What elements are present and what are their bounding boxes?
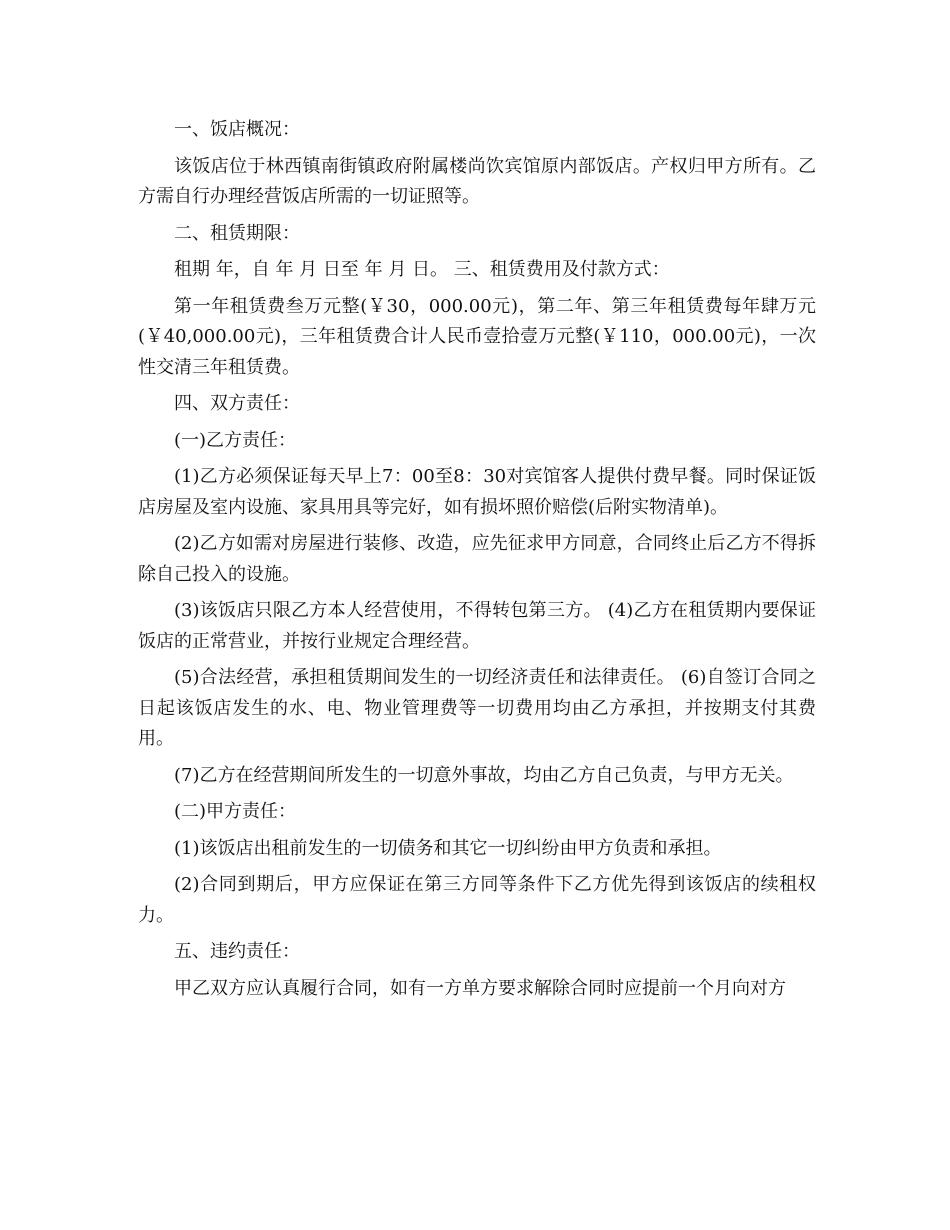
section-heading-responsibilities: 四、双方责任： xyxy=(174,393,300,414)
subheading-party-b: (一)乙方责任： xyxy=(174,429,297,451)
document-page xyxy=(138,115,816,1010)
paragraph-overview: 该饭店位于林西镇南街镇政府附属楼尚饮宾馆原内部饭店。产权归甲方所有。乙方需自行办理经营饭店所需的一切证照等。 xyxy=(138,155,816,207)
paragraph-b-item-3-4: (3)该饭店只限乙方本人经营使用，不得转包第三方。 (4)乙方在租赁期内要保证饭店的正常营业，并按行业规定合理经营。 xyxy=(138,600,816,652)
paragraph-breach: 甲乙双方应认真履行合同，如有一方单方要求解除合同时应提前一个月向对方 xyxy=(174,977,786,999)
paragraph-term: 租期 年，自 年 月 日至 年 月 日。 三、租赁费用及付款方式： xyxy=(174,259,670,280)
section-heading-breach: 五、违约责任： xyxy=(174,941,300,962)
section-heading-overview: 一、饭店概况： xyxy=(174,119,300,140)
subheading-party-a: (二)甲方责任： xyxy=(174,801,297,822)
paragraph-b-item-7: (7)乙方在经营期间所发生的一切意外事故，均由乙方自己负责，与甲方无关。 xyxy=(174,764,794,786)
paragraph-a-item-2: (2)合同到期后，甲方应保证在第三方同等条件下乙方优先得到该饭店的续租权力。 xyxy=(138,874,816,926)
paragraph-a-item-1: (1)该饭店出租前发生的一切债务和其它一切纠纷由甲方负责和承担。 xyxy=(174,837,722,859)
paragraph-b-item-2: (2)乙方如需对房屋进行装修、改造，应先征求甲方同意，合同终止后乙方不得拆除自己投入的设施。 xyxy=(138,533,816,585)
paragraph-b-item-5-6: (5)合法经营，承担租赁期间发生的一切经济责任和法律责任。 (6)自签订合同之日起该饭店发生的水、电、物业管理费等一切费用均由乙方承担，并按期支付其费用。 xyxy=(138,667,816,749)
section-heading-term: 二、租赁期限： xyxy=(174,222,300,244)
paragraph-fees: 第一年租赁费叁万元整(￥30，000.00元)，第二年、第三年租赁费每年肆万元(￥40,000.00元)，三年租赁费合计人民币壹拾壹万元整(￥110，000.00元)，一次性交清三年租赁费。 xyxy=(138,295,816,378)
paragraph-b-item-1: (1)乙方必须保证每天早上7：00至8：30对宾馆客人提供付费早餐。同时保证饭店房屋及室内设施、家具用具等完好，如有损坏照价赔偿(后附实物清单)。 xyxy=(138,466,816,518)
